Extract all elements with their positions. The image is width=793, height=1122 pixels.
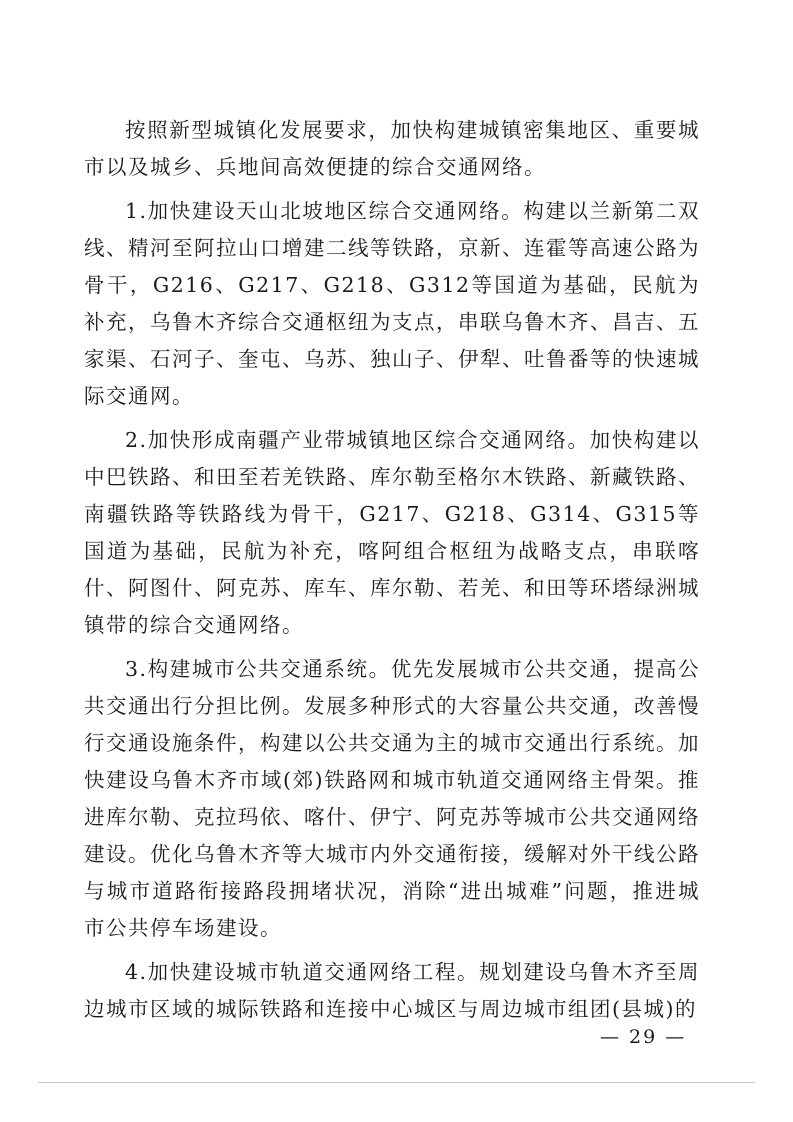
document-body <box>84 112 700 1028</box>
paragraph-intro: 按照新型城镇化发展要求，加快构建城镇密集地区、重要城市以及城乡、兵地间高效便捷的综合交通网络。 <box>84 118 700 179</box>
page-number: — 29 — <box>600 1026 687 1048</box>
paragraph-item-3: 3.构建城市公共交通系统。优先发展城市公共交通，提高公共交通出行分担比例。发展多种形式的大容量公共交通，改善慢行交通设施条件，构建以公共交通为主的城市交通出行系统。加快建设乌鲁木齐市域(郊)铁路网和城市轨道交通网络主骨架。推进库尔勒、克拉玛依、喀什、伊宁、阿克苏等城市公共交通网络建设。优化乌鲁木齐等大城市内外交通衔接，缓解对外干线公路与城市道路衔接路段拥堵状况，消除“进出城难”问题，推进城市公共停车场建设。 <box>84 657 700 940</box>
paragraph-item-1: 1.加快建设天山北坡地区综合交通网络。构建以兰新第二双线、精河至阿拉山口增建二线等铁路，京新、连霍等高速公路为骨干，G216、G217、G218、G312等国道为基础，民航为补充，乌鲁木齐综合交通枢纽为支点，串联乌鲁木齐、昌吉、五家渠、石河子、奎屯、乌苏、独山子、伊犁、吐鲁番等的快速城际交通网。 <box>84 199 700 408</box>
footer-divider <box>38 1082 755 1083</box>
paragraph-item-2: 2.加快形成南疆产业带城镇地区综合交通网络。加快构建以中巴铁路、和田至若羌铁路、库尔勒至格尔木铁路、新藏铁路、南疆铁路等铁路线为骨干，G217、G218、G314、G315等国道为基础，民航为补充，喀阿组合枢纽为战略支点，串联喀什、阿图什、阿克苏、库车、库尔勒、若羌、和田等环塔绿洲城镇带的综合交通网络。 <box>84 428 700 637</box>
paragraph-item-4: 4.加快建设城市轨道交通网络工程。规划建设乌鲁木齐至周边城市区域的城际铁路和连接中心城区与周边城市组团(县城)的 <box>84 960 700 1021</box>
